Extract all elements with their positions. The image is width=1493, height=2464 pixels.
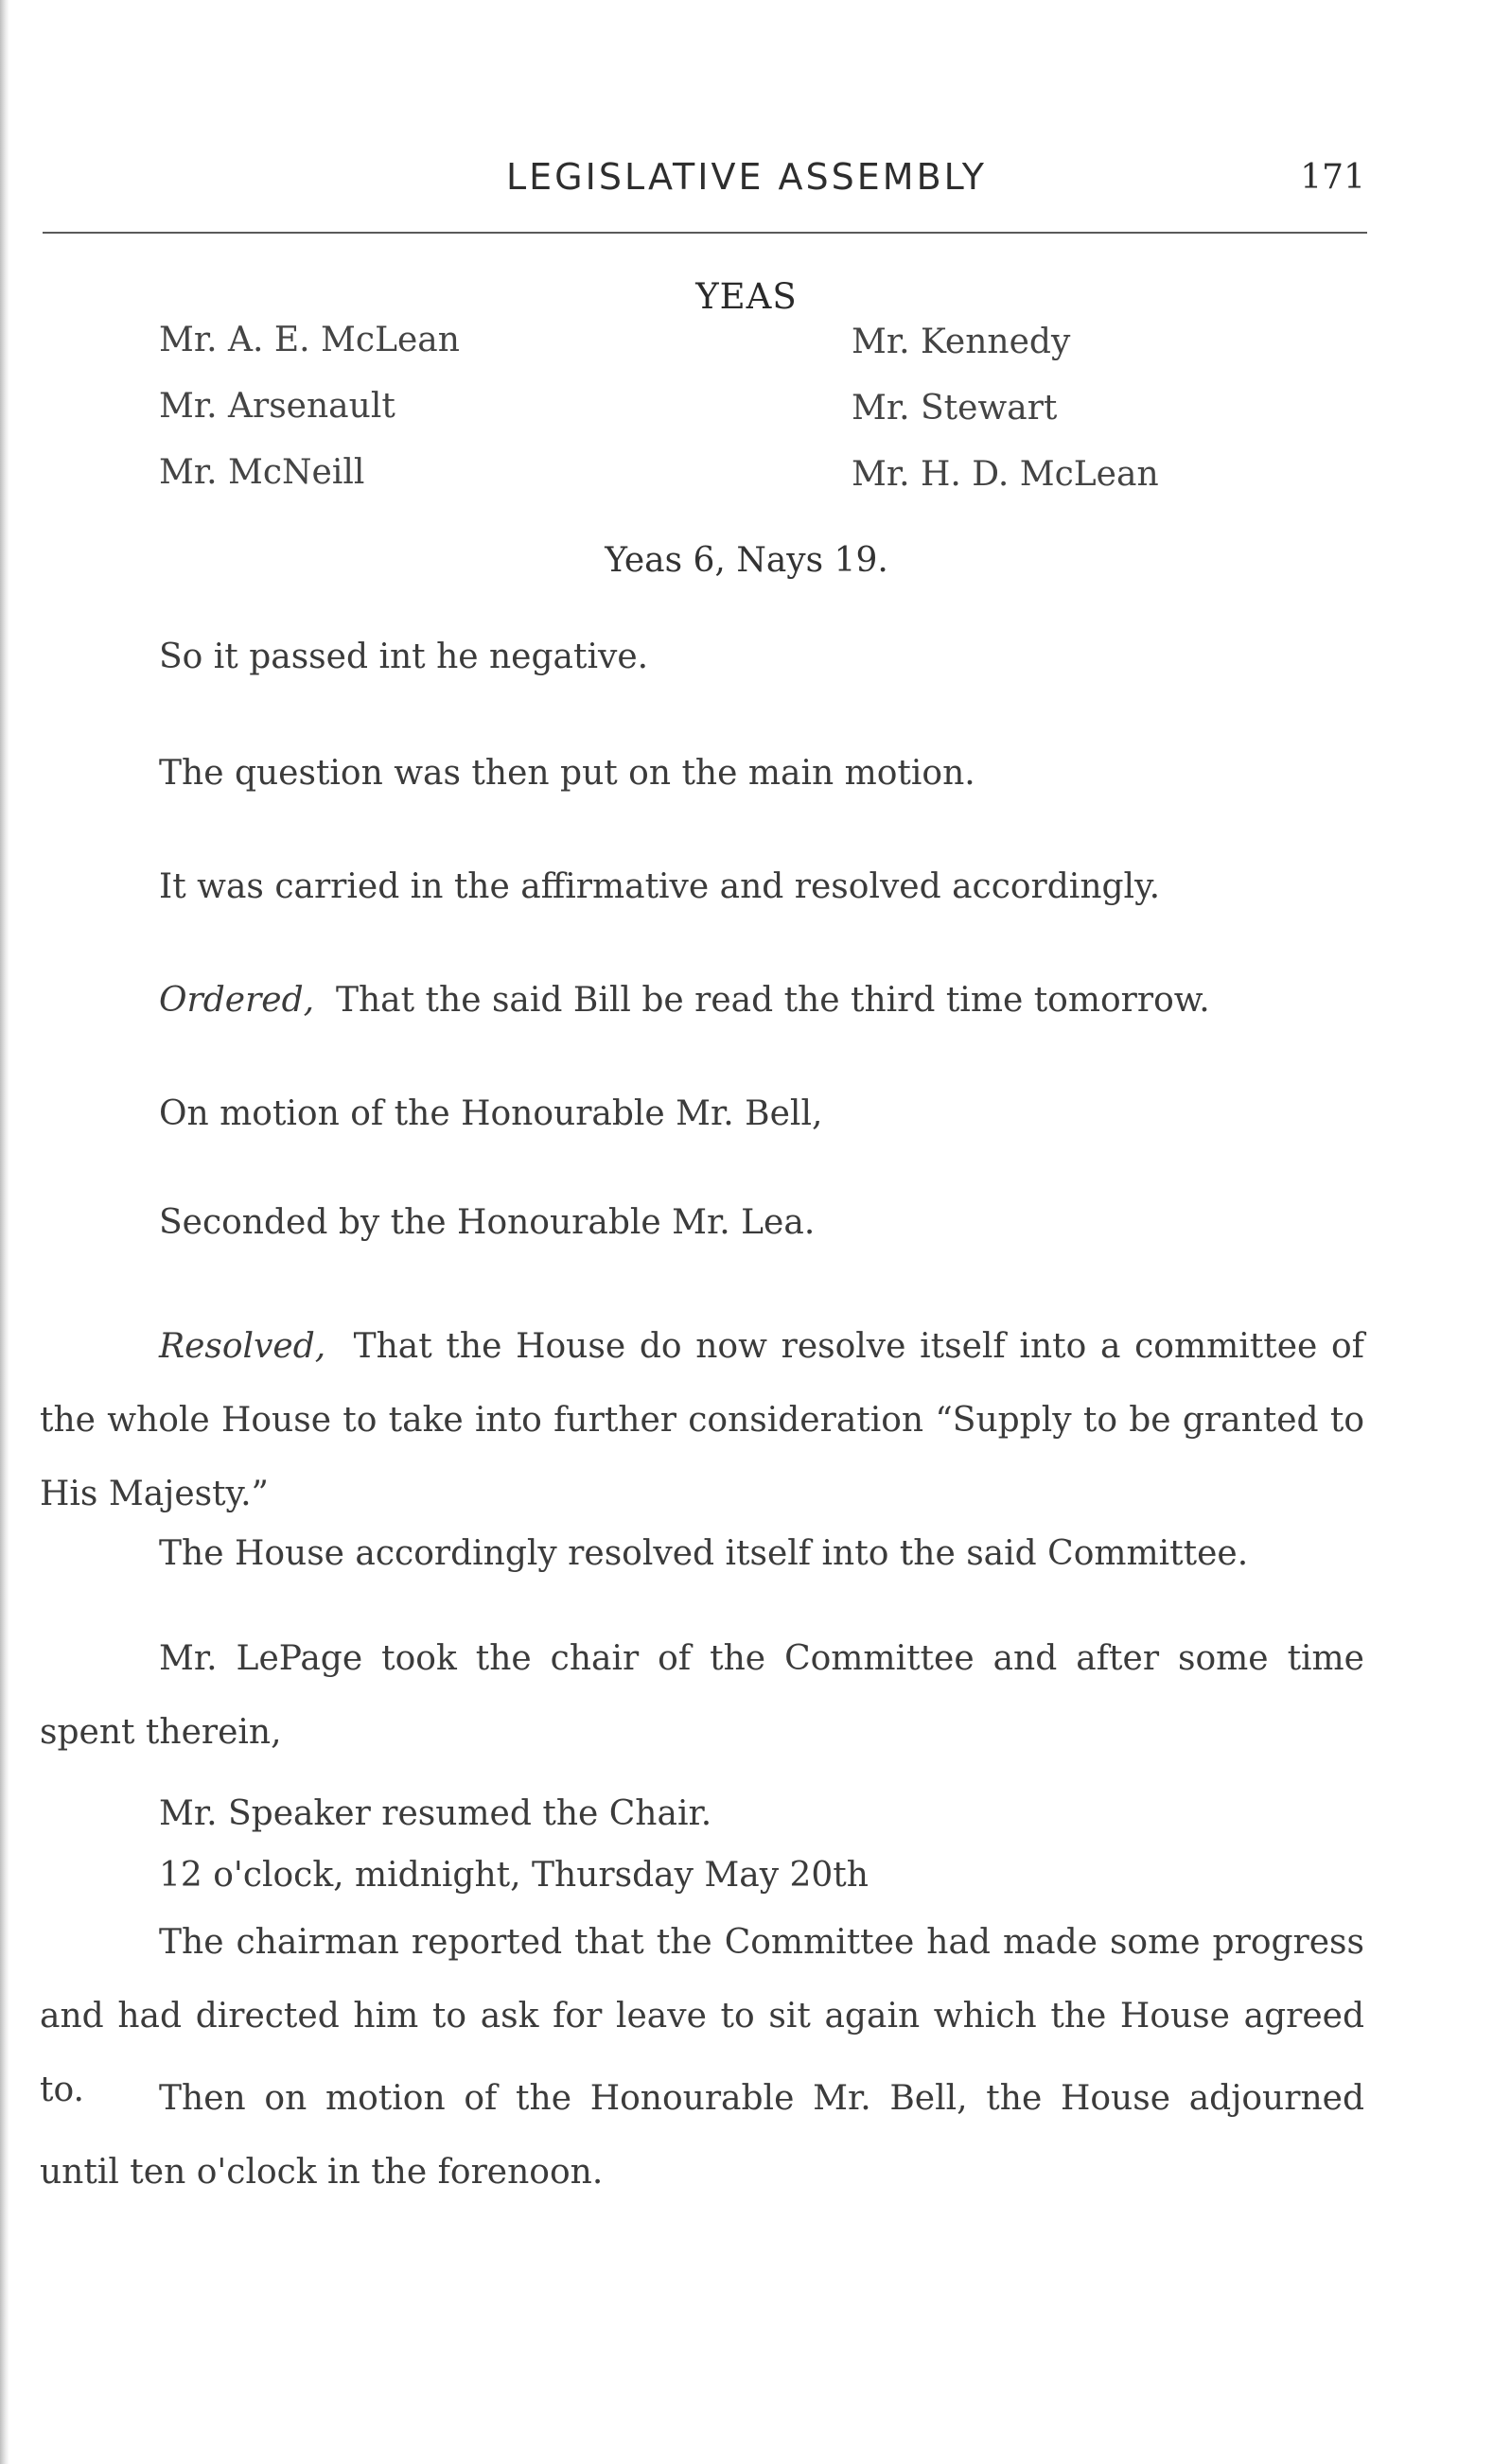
- yeas-heading: YEAS: [695, 276, 798, 317]
- yea-name: Mr. McNeill: [159, 453, 365, 492]
- paragraph-ordered: [159, 979, 1210, 1023]
- header-rule: [43, 232, 1367, 234]
- chairman-report-text: The chairman reported that the Committee had made some progress and had directed him to ask for leave to sit again which the House agreed to.: [40, 1923, 1364, 2109]
- yea-name: Mr. Arsenault: [159, 387, 395, 426]
- yea-name: Mr. A. E. McLean: [159, 321, 460, 359]
- yea-name: Mr. H. D. McLean: [852, 455, 1159, 494]
- resolved-lead: Resolved,: [159, 1327, 326, 1366]
- page-number: 171: [1300, 158, 1365, 197]
- adjourned-text: Then on motion of the Honourable Mr. Bell, the House adjourned until ten o'clock in the forenoon.: [40, 2079, 1364, 2192]
- paragraph-lepage: [40, 1622, 1364, 1770]
- yea-name: Mr. Stewart: [852, 389, 1058, 428]
- paragraph-committee-resolved: The House accordingly resolved itself into the said Committee.: [159, 1534, 1249, 1573]
- paragraph-motion-of: On motion of the Honourable Mr. Bell,: [159, 1094, 823, 1133]
- lepage-text: Mr. LePage took the chair of the Committee and after some time spent therein,: [40, 1639, 1364, 1752]
- running-head-title: LEGISLATIVE ASSEMBLY: [506, 156, 987, 198]
- paragraph-affirmative: It was carried in the affirmative and resolved accordingly.: [159, 867, 1161, 906]
- yea-name: Mr. Kennedy: [852, 323, 1071, 361]
- yeas-names-right-column: [852, 309, 1159, 508]
- paragraph-resolved: [40, 1310, 1364, 1531]
- paragraph-main-motion: The question was then put on the main motion.: [159, 754, 975, 793]
- paragraph-negative: So it passed int he negative.: [159, 638, 649, 676]
- ordered-text: That the said Bill be read the third time tomorrow.: [335, 981, 1210, 1020]
- resolved-text: That the House do now resolve itself into a committee of the whole House to take into further consideration “Supply to be granted to His Majesty.”: [40, 1327, 1365, 1513]
- page-edge-shadow: [0, 0, 9, 2464]
- yeas-names-left-column: [159, 307, 460, 506]
- paragraph-speaker-resumed: Mr. Speaker resumed the Chair.: [159, 1794, 712, 1833]
- paragraph-seconded: Seconded by the Honourable Mr. Lea.: [159, 1203, 816, 1242]
- paragraph-adjourned: [40, 2062, 1364, 2210]
- paragraph-timestamp: 12 o'clock, midnight, Thursday May 20th: [159, 1856, 869, 1895]
- page-header: [0, 156, 1493, 213]
- vote-tally: Yeas 6, Nays 19.: [605, 541, 888, 580]
- ordered-lead: Ordered,: [159, 981, 315, 1020]
